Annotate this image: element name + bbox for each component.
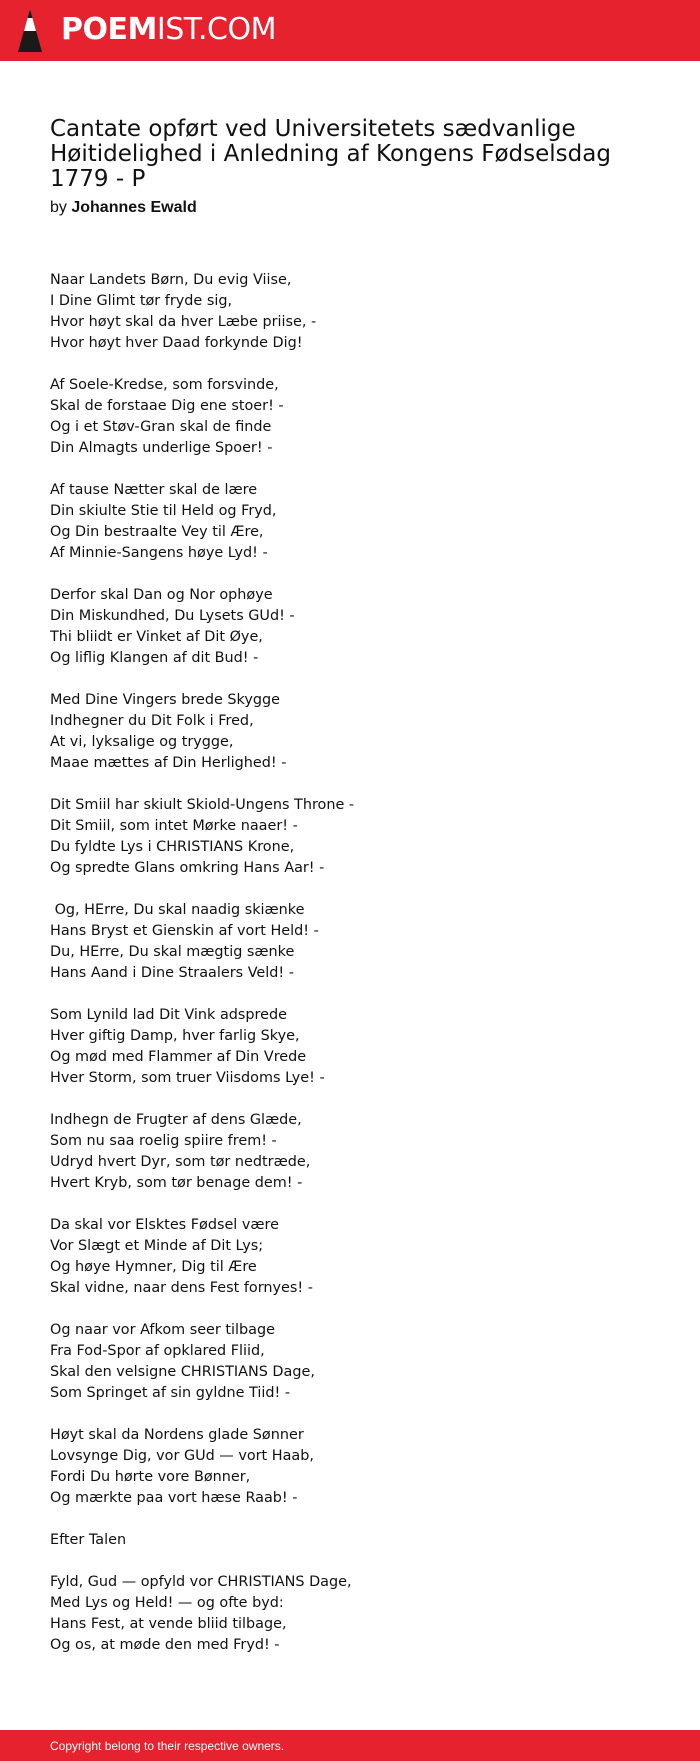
poem-line: Lovsynge Dig, vor GUd — vort Haab,: [50, 1448, 314, 1464]
poem-line: Da skal vor Elsktes Fødsel være: [50, 1217, 279, 1233]
stanza: [50, 270, 650, 354]
poem-line: Med Lys og Held! — og ofte byd:: [50, 1595, 284, 1611]
poem-line: Hvor høyt skal da hver Læbe priise, -: [50, 314, 317, 330]
poem-line: Og spredte Glans omkring Hans Aar! -: [50, 860, 325, 876]
poem-line: Hver Storm, som truer Viisdoms Lye! -: [50, 1070, 325, 1086]
poem-line: Som Springet af sin gyldne Tiid! -: [50, 1385, 291, 1401]
poem-line: Maae mættes af Din Herlighed! -: [50, 755, 287, 771]
poem-line: Hver giftig Damp, hver farlig Skye,: [50, 1028, 300, 1044]
poem-line: Vor Slægt et Minde af Dit Lys;: [50, 1238, 264, 1254]
poem-line: Og i et Støv-Gran skal de finde: [50, 419, 272, 435]
poem-line: Som Lynild lad Dit Vink adsprede: [50, 1007, 287, 1023]
poem-line: Hans Aand i Dine Straalers Veld! -: [50, 965, 294, 981]
stanza: [50, 585, 650, 669]
logo-light-text: IST.COM: [156, 12, 276, 47]
poem-line: Og, HErre, Du skal naadig skiænke: [50, 902, 305, 918]
poem-line: Derfor skal Dan og Nor ophøye: [50, 587, 273, 603]
poem-line: Hvor høyt hver Daad forkynde Dig!: [50, 335, 303, 351]
stanza: [50, 480, 650, 564]
poem-line: Din Almagts underlige Spoer! -: [50, 440, 273, 456]
poem-title: Cantate opført ved Universitetets sædvanlige Høitidelighed i Anledning af Kongens Fødselsdag 1779 - P: [50, 116, 611, 192]
by-label: by: [50, 199, 67, 216]
poem-line: Og mød med Flammer af Din Vrede: [50, 1049, 307, 1065]
poem-line: Dit Smiil har skiult Skiold-Ungens Throne -: [50, 797, 355, 813]
poem-line: Fordi Du hørte vore Bønner,: [50, 1469, 251, 1485]
poem-line: At vi, lyksalige og trygge,: [50, 734, 234, 750]
stanza: [50, 1215, 650, 1299]
poem-line: Og Din bestraalte Vey til Ære,: [50, 524, 264, 540]
author-name: Johannes Ewald: [71, 199, 197, 216]
poem-line: Fra Fod-Spor af opklared Fliid,: [50, 1343, 265, 1359]
stanza: [50, 1110, 650, 1194]
poem-line: Thi bliidt er Vinket af Dit Øye,: [50, 629, 263, 645]
poem-line: Indhegn de Frugter af dens Glæde,: [50, 1112, 302, 1128]
poem-line: Indhegner du Dit Folk i Fred,: [50, 713, 254, 729]
poem-line: Dit Smiil, som intet Mørke naaer! -: [50, 818, 298, 834]
poem-line: Naar Landets Børn, Du evig Viise,: [50, 272, 292, 288]
poem-line: Udryd hvert Dyr, som tør nedtræde,: [50, 1154, 311, 1170]
poem-line: Efter Talen: [50, 1532, 127, 1548]
byline: [50, 198, 197, 218]
stanza: [50, 795, 650, 879]
poem-line: I Dine Glimt tør fryde sig,: [50, 293, 233, 309]
poem-line: Og liflig Klangen af dit Bud! -: [50, 650, 259, 666]
site-footer: [0, 1730, 700, 1761]
poem-body: [50, 270, 650, 1677]
site-header: [0, 0, 700, 61]
stanza: [50, 1572, 650, 1656]
poem-line: Hans Fest, at vende bliid tilbage,: [50, 1616, 287, 1632]
stanza: [50, 1530, 650, 1551]
poem-line: Din skiulte Stie til Held og Fryd,: [50, 503, 277, 519]
poem-line: Som nu saa roelig spiire frem! -: [50, 1133, 277, 1149]
stanza: [50, 1425, 650, 1509]
poem-line: Med Dine Vingers brede Skygge: [50, 692, 280, 708]
poem-line: Af Soele-Kredse, som forsvinde,: [50, 377, 279, 393]
poem-line: Din Miskundhed, Du Lysets GUd! -: [50, 608, 295, 624]
poem-line: Skal de forstaae Dig ene stoer! -: [50, 398, 284, 414]
logo-bold-text: POEM: [61, 12, 157, 47]
poem-line: Hvert Kryb, som tør benage dem! -: [50, 1175, 303, 1191]
poem-line: Høyt skal da Nordens glade Sønner: [50, 1427, 304, 1443]
poem-line: Fyld, Gud — opfyld vor CHRISTIANS Dage,: [50, 1574, 352, 1590]
poem-line: Du fyldte Lys i CHRISTIANS Krone,: [50, 839, 295, 855]
site-logo[interactable]: [61, 12, 276, 48]
poem-line: Og naar vor Afkom seer tilbage: [50, 1322, 275, 1338]
poem-line: Du, HErre, Du skal mægtig sænke: [50, 944, 295, 960]
poem-line: Skal den velsigne CHRISTIANS Dage,: [50, 1364, 315, 1380]
stanza: [50, 690, 650, 774]
pencil-tip-icon: [18, 9, 42, 52]
poem-line: Hans Bryst et Gienskin af vort Held! -: [50, 923, 319, 939]
poem-line: Og høye Hymner, Dig til Ære: [50, 1259, 257, 1275]
stanza: [50, 375, 650, 459]
poem-line: Af tause Nætter skal de lære: [50, 482, 258, 498]
stanza: [50, 1320, 650, 1404]
copyright-text: Copyright belong to their respective owners.: [50, 1739, 285, 1753]
poem-line: Og mærkte paa vort hæse Raab! -: [50, 1490, 298, 1506]
poem-line: Og os, at møde den med Fryd! -: [50, 1637, 280, 1653]
poem-line: Skal vidne, naar dens Fest fornyes! -: [50, 1280, 313, 1296]
poem-line: Af Minnie-Sangens høye Lyd! -: [50, 545, 268, 561]
stanza: [50, 1005, 650, 1089]
stanza: [50, 900, 650, 984]
